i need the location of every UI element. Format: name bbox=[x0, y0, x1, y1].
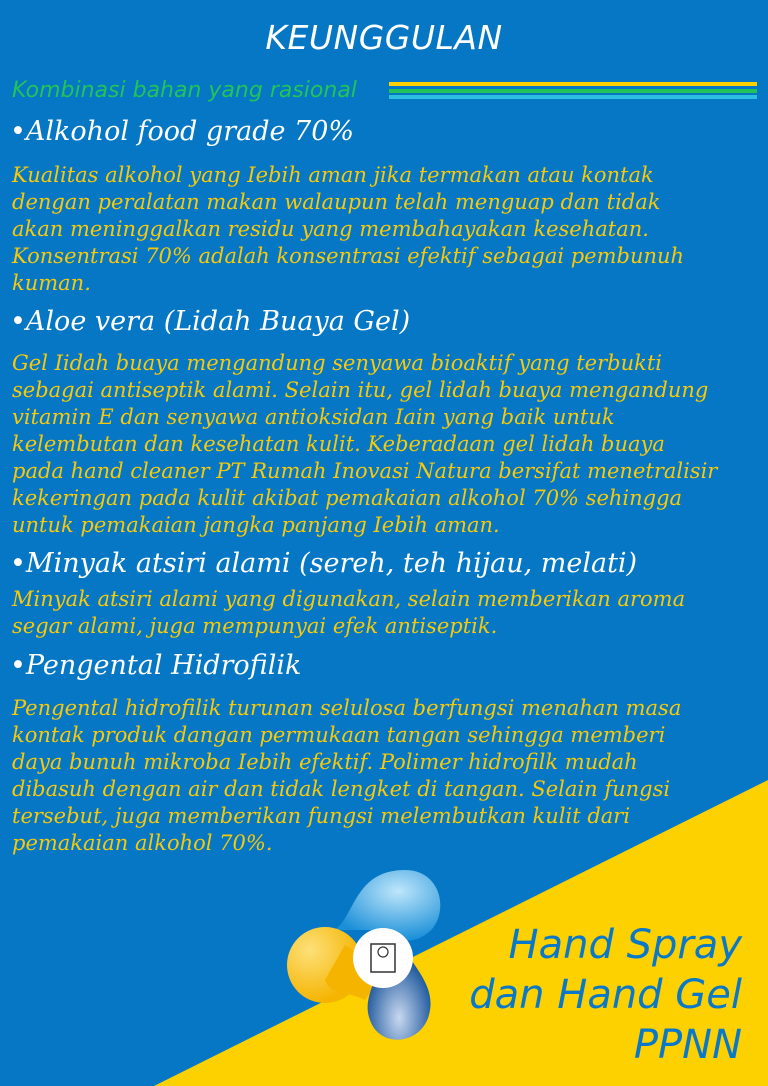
section-body: Gel Iidah buaya mengandung senyawa bioaktif yang terbukti sebagai antiseptik alami. Selain itu, gel lidah buaya mengandung vitamin E dan senyawa antioksidan Iain yang baik untuk kelembutan dan kesehatan kulit. Keberadaan gel lidah buaya pada hand cleaner PT Rumah Inovasi Natura bersifat menetralisir kekeringan pada kulit akibat pemakaian alkohol 70% sehingga untuk pemakaian jangka panjang Iebih aman. bbox=[12, 351, 718, 537]
section-heading: •Aloe vera (Lidah Buaya Gel) bbox=[10, 306, 411, 337]
logo-icon bbox=[285, 860, 465, 1050]
section-heading: •Pengental Hidrofilik bbox=[10, 650, 302, 681]
section-body: Kualitas alkohol yang Iebih aman jika termakan atau kontak dengan peralatan makan walaupun telah menguap dan tidak akan meninggalkan residu yang membahayakan kesehatan. Konsentrasi 70% adalah konsentrasi efektif sebagai pembunuh kuman. bbox=[12, 163, 685, 295]
section-body: Minyak atsiri alami yang digunakan, selain memberikan aroma segar alami, juga mempunyai efek antiseptik. bbox=[12, 587, 686, 638]
page-title: KEUNGGULAN bbox=[265, 18, 503, 57]
section-heading: •Alkohol food grade 70% bbox=[10, 116, 355, 147]
brand-line-2: dan Hand Gel bbox=[469, 972, 742, 1018]
section-body: Pengental hidrofilik turunan selulosa berfungsi menahan masa kontak produk dangan permukaan tangan sehingga memberi daya bunuh mikroba Iebih efektif. Polimer hidrofilk mudah dibasuh dengan air dan tidak lengket di tangan. Selain fungsi tersebut, juga memberikan fungsi melembutkan kulit dari pemakaian alkohol 70%. bbox=[12, 696, 682, 855]
decorative-line-yellow bbox=[389, 82, 757, 86]
subtitle: Kombinasi bahan yang rasional bbox=[12, 78, 357, 103]
brand-line-3: PPNN bbox=[633, 1022, 742, 1068]
brand-name bbox=[469, 920, 742, 1070]
decorative-line-blue bbox=[389, 95, 757, 99]
section-heading: •Minyak atsiri alami (sereh, teh hijau, melati) bbox=[10, 548, 638, 579]
brand-line-1: Hand Spray bbox=[508, 922, 742, 968]
decorative-line-green bbox=[389, 89, 757, 93]
